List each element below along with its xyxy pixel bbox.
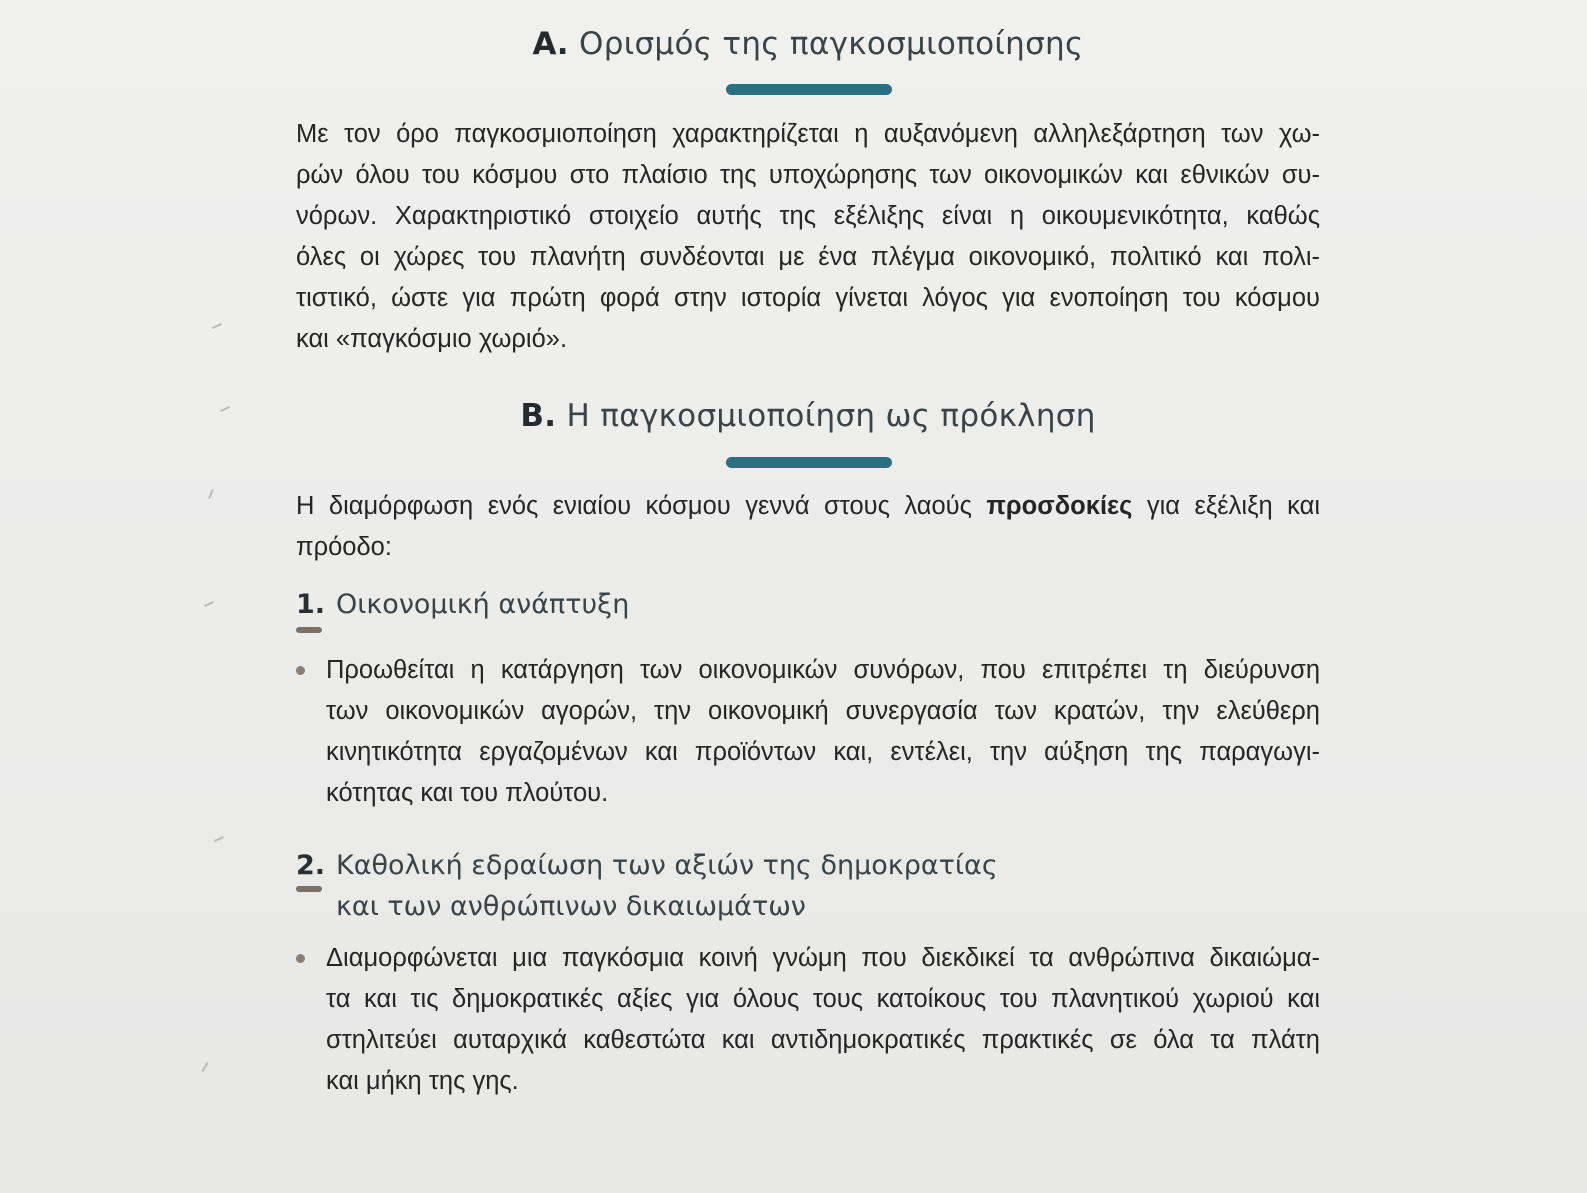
bullet-line: τα και τις δημοκρατικές αξίες για όλους τους κατοίκους του πλανητικού χωριού και xyxy=(326,985,1320,1013)
bullet-line: κότητας και του πλούτου. xyxy=(326,779,609,807)
scan-mark xyxy=(220,406,230,412)
section-b-heading xyxy=(296,398,1320,434)
item-1-number-underline xyxy=(296,627,322,633)
intro-text: Η διαμόρφωση ενός ενιαίου κόσμου γεννά στους λαούς xyxy=(296,492,987,520)
section-b-letter: Β. xyxy=(520,398,557,434)
scan-mark xyxy=(208,489,213,499)
section-b-intro xyxy=(296,486,1320,568)
section-a-letter: Α. xyxy=(532,26,569,62)
section-a-underline xyxy=(726,84,892,95)
bullet-dot-icon xyxy=(296,666,305,675)
section-b-title: Η παγκοσμιοποίηση ως πρόκληση xyxy=(566,398,1096,434)
intro-line xyxy=(296,486,1320,527)
item-2-bullet-text xyxy=(326,938,1320,1102)
item-2-title-line-2: και των ανθρώπινων δικαιωμάτων xyxy=(336,891,806,922)
item-2-heading xyxy=(296,845,998,927)
bullet-line: Προωθείται η κατάργηση των οικονομικών συνόρων, που επιτρέπει τη διεύρυνση xyxy=(326,656,1320,684)
item-2-title-line-1: Καθολική εδραίωση των αξιών της δημοκρατίας xyxy=(336,850,998,881)
item-1-heading xyxy=(296,584,629,625)
bullet-line: στηλιτεύει αυταρχικά καθεστώτα και αντιδημοκρατικές πρακτικές σε όλα τα πλάτη xyxy=(326,1026,1320,1054)
item-1-bullet-text xyxy=(326,650,1320,814)
intro-emphasis: προσδοκίες xyxy=(986,492,1133,520)
section-a-paragraph xyxy=(296,114,1320,360)
section-b-underline xyxy=(726,457,892,468)
paragraph-line: ρών όλου του κόσμου στο πλαίσιο της υποχώρησης των οικονομικών και εθνικών συ- xyxy=(296,161,1320,189)
paragraph-line: νόρων. Χαρακτηριστικό στοιχείο αυτής της εξέλιξης είναι η οικουμενικότητα, καθώς xyxy=(296,202,1320,230)
paragraph-line: τιστικό, ώστε για πρώτη φορά στην ιστορία γίνεται λόγος για ενοποίηση του κόσμου xyxy=(296,284,1320,312)
item-1-number: 1. xyxy=(296,589,326,620)
item-1-title: Οικονομική ανάπτυξη xyxy=(336,589,630,620)
bullet-line: και μήκη της γης. xyxy=(326,1067,519,1095)
scan-mark xyxy=(214,836,224,842)
item-2-number: 2. xyxy=(296,850,326,881)
intro-text-end: για εξέλιξη και xyxy=(1132,492,1320,520)
scan-mark xyxy=(212,323,222,329)
paragraph-line: και «παγκόσμιο χωριό». xyxy=(296,325,568,353)
paragraph-line: Με τον όρο παγκοσμιοποίηση χαρακτηρίζεται η αυξανόμενη αλληλεξάρτηση των χω- xyxy=(296,120,1320,148)
item-2-number-underline xyxy=(296,886,322,892)
scan-mark xyxy=(202,1062,209,1072)
bullet-line: κινητικότητα εργαζομένων και προϊόντων και, εντέλει, την αύξηση της παραγωγι- xyxy=(326,738,1320,766)
section-a-heading xyxy=(296,26,1320,62)
bullet-dot-icon xyxy=(296,954,305,963)
bullet-line: Διαμορφώνεται μια παγκόσμια κοινή γνώμη που διεκδικεί τα ανθρώπινα δικαιώμα- xyxy=(326,944,1320,972)
bullet-line: των οικονομικών αγορών, την οικονομική συνεργασία των κρατών, την ελεύθερη xyxy=(326,697,1320,725)
paragraph-line: όλες οι χώρες του πλανήτη συνδέονται με ένα πλέγμα οικονομικό, πολιτικό και πολι- xyxy=(296,243,1320,271)
intro-line: πρόοδο: xyxy=(296,533,392,561)
scan-mark xyxy=(204,601,214,607)
section-a-title: Ορισμός της παγκοσμιοποίησης xyxy=(579,26,1084,62)
